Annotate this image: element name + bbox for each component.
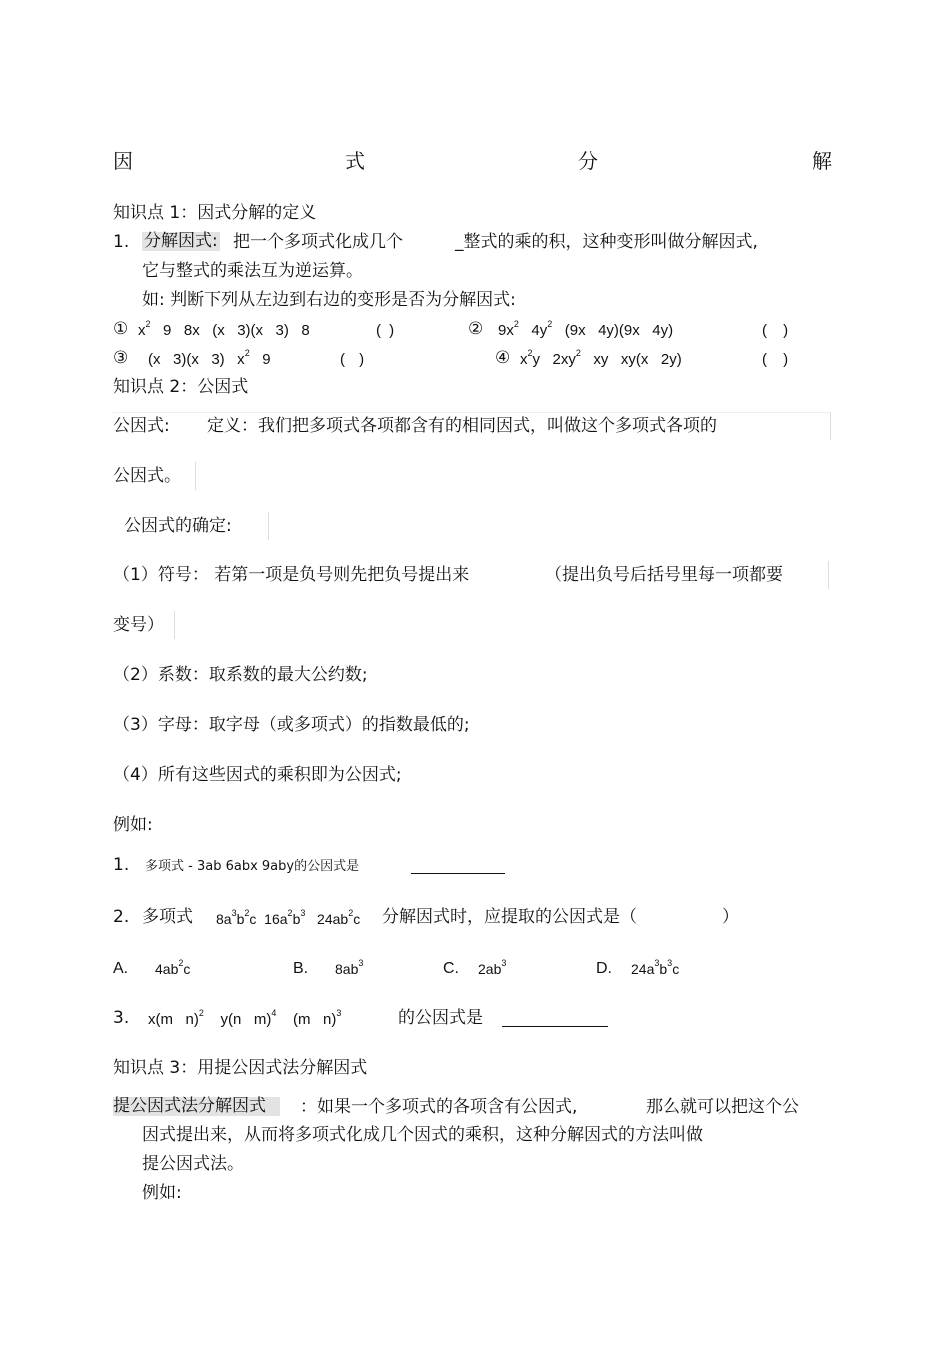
kp1-def-text-b: _整式的乘的积，这种变形叫做分解因式, bbox=[455, 232, 758, 252]
kp3-def-text-c: 因式提出来，从而将多项式化成几个因式的乘积，这种分解因式的方法叫做 bbox=[142, 1125, 703, 1145]
divider bbox=[268, 512, 269, 540]
choice-a-value: $4ab^2c$ bbox=[155, 958, 191, 977]
ex2-num: 2. bbox=[113, 907, 130, 927]
kp1-def-term: 分解因式: bbox=[144, 231, 218, 251]
divider bbox=[195, 462, 196, 490]
choice-b-label[interactable]: B. bbox=[293, 960, 309, 977]
kp2-rule3: （3）字母：取字母（或多项式）的指数最低的; bbox=[113, 715, 470, 735]
item-2-num: ② bbox=[468, 319, 484, 339]
kp2-heading: 知识点 2：公因式 bbox=[113, 377, 249, 397]
ex3-num: 3. bbox=[113, 1008, 130, 1028]
ex2-close-paren: ） bbox=[722, 907, 739, 927]
ex1-num: 1. bbox=[113, 855, 130, 875]
ex3-expr: x(m n)$^2$ y(n m)$^4$ (m n)$^3$ bbox=[148, 1008, 342, 1028]
kp2-rule4: （4）所有这些因式的乘积即为公因式; bbox=[113, 765, 402, 785]
choice-b-value: $8ab^3$ bbox=[335, 958, 364, 977]
ex3-text: 的公因式是 bbox=[398, 1008, 483, 1028]
item-1-num: ① bbox=[113, 319, 129, 339]
kp1-def-text-a: 把一个多项式化成几个 bbox=[233, 232, 403, 252]
item-3-expr: (x 3)(x 3) $x^2$ 9 bbox=[148, 348, 271, 368]
choice-c-label[interactable]: C. bbox=[443, 960, 459, 977]
kp3-heading: 知识点 3：用提公因式法分解因式 bbox=[113, 1058, 368, 1078]
title-char-3: 分 bbox=[578, 149, 598, 173]
item-2-paren: ( ) bbox=[762, 322, 795, 339]
choice-c-value: $2ab^3$ bbox=[478, 958, 507, 977]
title-char-2: 式 bbox=[345, 149, 365, 173]
kp1-def-text-c: 它与整式的乘法互为逆运算。 bbox=[142, 261, 363, 281]
kp2-rule2: （2）系数：取系数的最大公约数; bbox=[113, 665, 368, 685]
kp2-determine: 公因式的确定: bbox=[124, 516, 232, 536]
item-4-expr: $x^2y$ $2xy^2$ xy xy(x 2y) bbox=[520, 348, 682, 368]
kp3-example-label: 例如: bbox=[142, 1183, 182, 1203]
item-3-paren: ( ) bbox=[340, 351, 370, 368]
kp2-def-text-a: 定义：我们把多项式各项都含有的相同因式，叫做这个多项式各项的 bbox=[207, 416, 717, 436]
kp2-example-label: 例如: bbox=[113, 815, 153, 835]
title-char-4: 解 bbox=[812, 149, 832, 173]
kp3-def-text-b: 那么就可以把这个公 bbox=[646, 1097, 799, 1117]
item-2-expr: $9x^2$ $4y^2$ (9x 4y)(9x 4y) bbox=[498, 319, 674, 339]
kp1-example-intro: 如: 判断下列从左边到右边的变形是否为分解因式: bbox=[142, 290, 516, 310]
kp1-def-num: 1. bbox=[113, 232, 130, 252]
kp2-rule1-a: （1）符号： 若第一项是负号则先把负号提出来 bbox=[113, 565, 470, 585]
item-1-expr: $x^2$ 9 8x (x 3)(x 3) 8 bbox=[138, 319, 310, 339]
item-4-paren: ( ) bbox=[762, 351, 795, 368]
choice-d-value: $24a^3b^3c$ bbox=[631, 958, 680, 977]
ex2-expr: $8a^3b^2c$ $16a^2b^3$ $24ab^2c$ bbox=[216, 908, 361, 927]
divider bbox=[174, 611, 175, 639]
choice-d-label[interactable]: D. bbox=[596, 960, 612, 977]
kp3-def-text-a: ：如果一个多项式的各项含有公因式, bbox=[300, 1097, 578, 1117]
item-1-paren: ( ) bbox=[376, 322, 397, 339]
title-char-1: 因 bbox=[113, 149, 133, 173]
ex3-answer-blank[interactable] bbox=[502, 1013, 608, 1027]
ex1-text: 多项式 - 3ab 6abx 9aby的公因式是 bbox=[145, 859, 360, 874]
ex2-text-a: 多项式 bbox=[142, 907, 193, 927]
kp2-rule1-b: （提出负号后括号里每一项都要 bbox=[545, 565, 783, 585]
divider bbox=[830, 412, 831, 440]
choice-a-label[interactable]: A. bbox=[113, 960, 129, 977]
kp2-rule1-c: 变号） bbox=[113, 615, 164, 635]
divider bbox=[828, 561, 829, 589]
kp3-def-text-d: 提公因式法。 bbox=[142, 1154, 244, 1174]
ex2-text-b: 分解因式时，应提取的公因式是（ bbox=[382, 907, 637, 927]
item-3-num: ③ bbox=[113, 348, 129, 368]
divider bbox=[113, 412, 831, 413]
kp3-def-term: 提公因式法分解因式 bbox=[113, 1097, 280, 1116]
kp1-heading: 知识点 1：因式分解的定义 bbox=[113, 203, 317, 223]
ex1-answer-blank[interactable] bbox=[411, 860, 505, 874]
kp2-def-text-b: 公因式。 bbox=[113, 466, 181, 486]
item-4-num: ④ bbox=[495, 348, 511, 368]
kp2-def-term: 公因式: bbox=[113, 416, 170, 436]
